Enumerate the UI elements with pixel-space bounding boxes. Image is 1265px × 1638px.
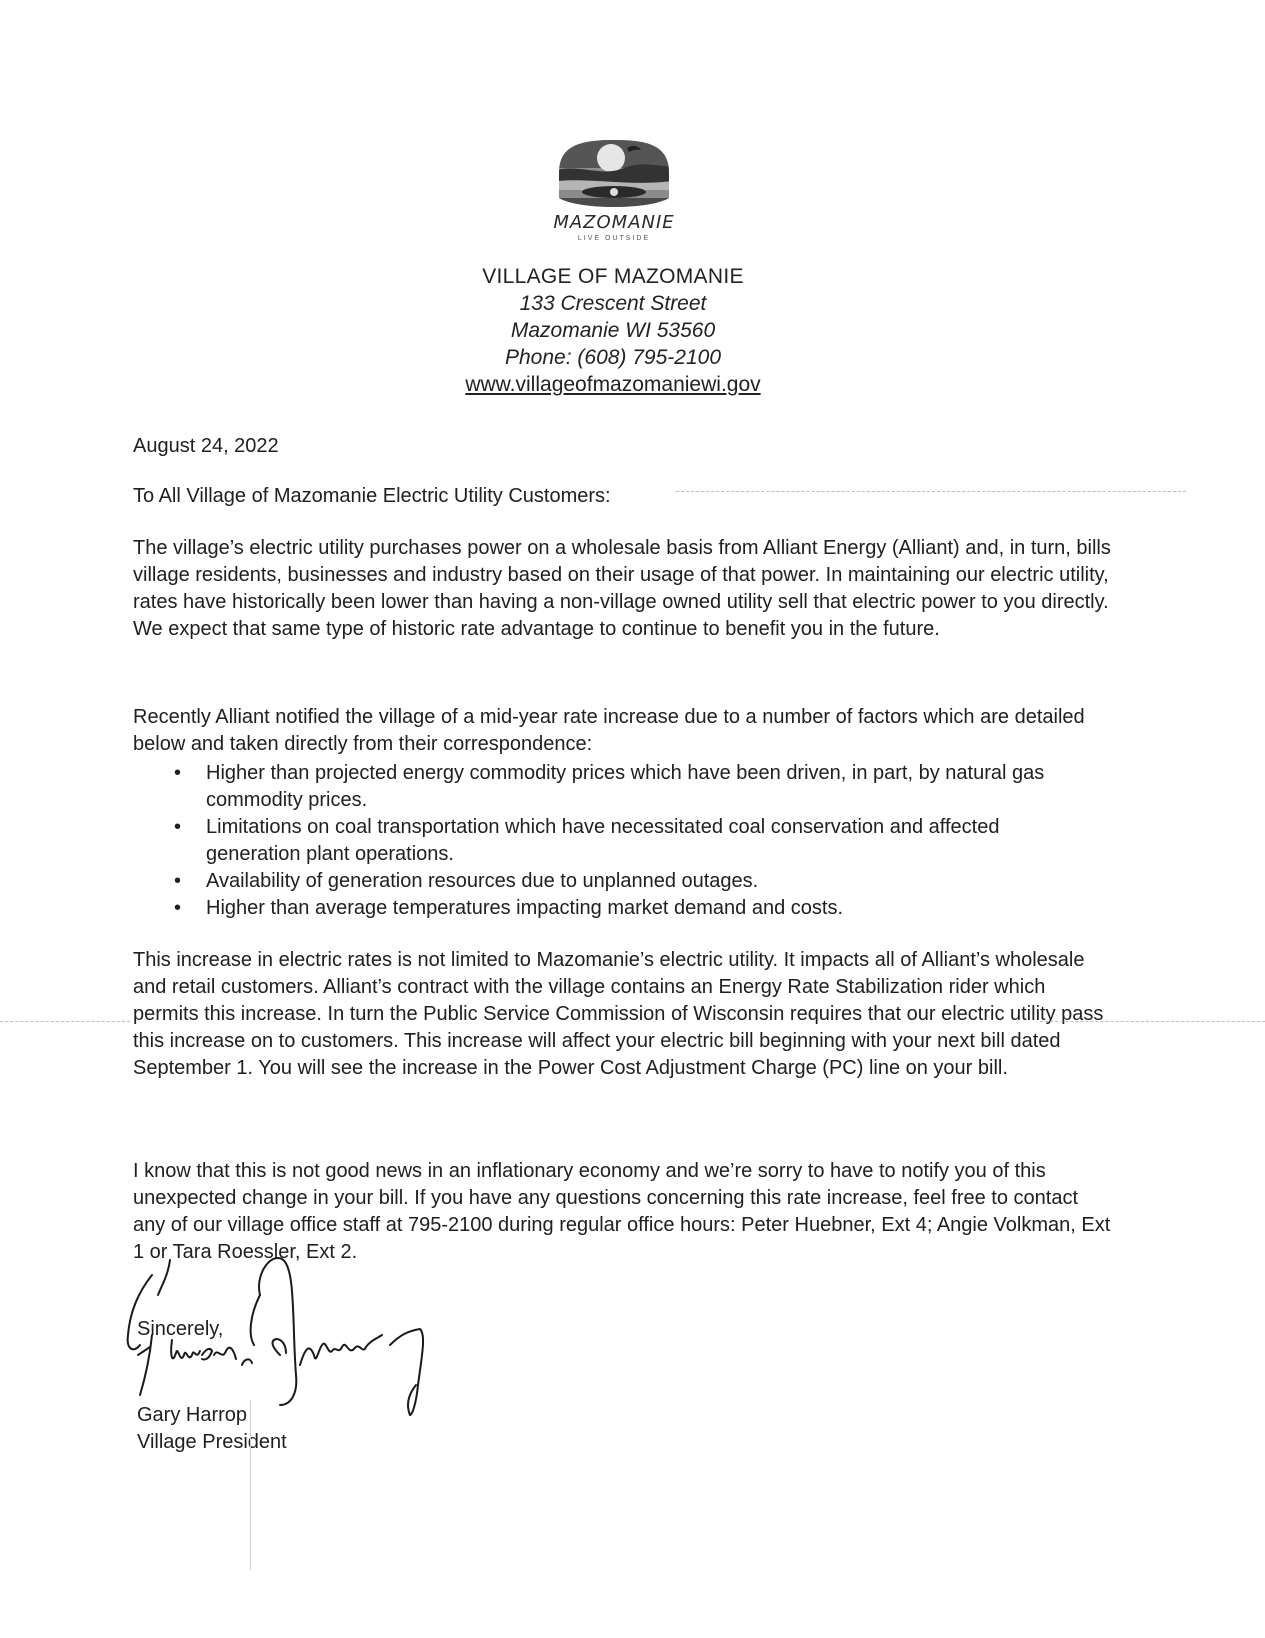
- website-link[interactable]: www.villageofmazomaniewi.gov: [465, 373, 761, 396]
- list-item: • Higher than projected energy commodity prices which have been driven, in part, by natural gas commodity prices.: [174, 762, 1045, 811]
- letter-date: August 24, 2022: [133, 435, 279, 457]
- signer-name: Gary Harrop: [137, 1404, 248, 1426]
- closing: Sincerely,: [137, 1318, 224, 1340]
- signer-block: [137, 1402, 287, 1456]
- city-state-zip: Mazomanie WI 53560: [510, 319, 716, 342]
- paragraph-rate-increase: Recently Alliant notified the village of a mid-year rate increase due to a number of factors which are detailed below and taken directly from their correspondence:: [133, 706, 1085, 755]
- list-item: • Higher than average temperatures impacting market demand and costs.: [170, 895, 1050, 922]
- org-name: VILLAGE OF MAZOMANIE: [482, 265, 744, 288]
- letterhead-address: [383, 263, 843, 398]
- logo-wordmark: MAZOMANIE: [553, 212, 675, 233]
- paragraph-wholesale-power: The village’s electric utility purchases power on a wholesale basis from Alliant Energy (Alliant) and, in turn, bills village residents, businesses and industry based on their usage of that power. In maintaining our electric utility, rates have historically been lower than having a non-village owned utility sell that electric power to you directly. We expect that same type of historic rate advantage to continue to benefit you in the future.: [133, 537, 1111, 640]
- village-logo: [549, 138, 679, 250]
- list-item: • Availability of generation resources due to unplanned outages.: [170, 868, 1050, 895]
- bullet-icon: •: [174, 762, 182, 784]
- factor-list: [170, 760, 1050, 922]
- paragraph-commission: This increase in electric rates is not limited to Mazomanie’s electric utility. It impacts all of Alliant’s wholesale and retail customers. Alliant’s contract with the village contains an Energy Rate Stabilization rider which permits this increase. In turn the Public Service Commission of Wisconsin requires that our electric utility pass this increase on to customers. This increase will affect your electric bill beginning with your next bill dated September 1. You will see the increase in the Power Cost Adjustment Charge (PC) line on your bill.: [133, 949, 1104, 1079]
- list-item: • Limitations on coal transportation which have necessitated coal conservation and affected generation plant operations.: [174, 816, 1000, 865]
- street-address: 133 Crescent Street: [519, 292, 707, 315]
- salutation: To All Village of Mazomanie Electric Utility Customers:: [133, 485, 611, 507]
- signer-title: Village President: [137, 1431, 287, 1453]
- bullet-icon: •: [174, 816, 182, 838]
- bullet-icon: •: [174, 870, 182, 892]
- phone-number: Phone: (608) 795-2100: [505, 346, 721, 369]
- scan-artifact-line: [0, 1021, 130, 1022]
- scan-artifact-line: [250, 1400, 251, 1570]
- logo-emblem-icon: [549, 138, 679, 213]
- scan-artifact-line: [1040, 1021, 1265, 1022]
- paragraph-contact: I know that this is not good news in an inflationary economy and we’re sorry to have to notify you of this unexpected change in your bill. If you have any questions concerning this rate increase, feel free to contact any of our village office staff at 795-2100 during regular office hours: Peter Huebner, Ext 4; Angie Volkman, Ext 1 or Tara Roessler, Ext 2.: [133, 1160, 1111, 1263]
- bullet-icon: •: [174, 897, 182, 919]
- logo-tagline: LIVE OUTSIDE: [577, 235, 651, 242]
- scan-artifact-line: [676, 491, 1186, 492]
